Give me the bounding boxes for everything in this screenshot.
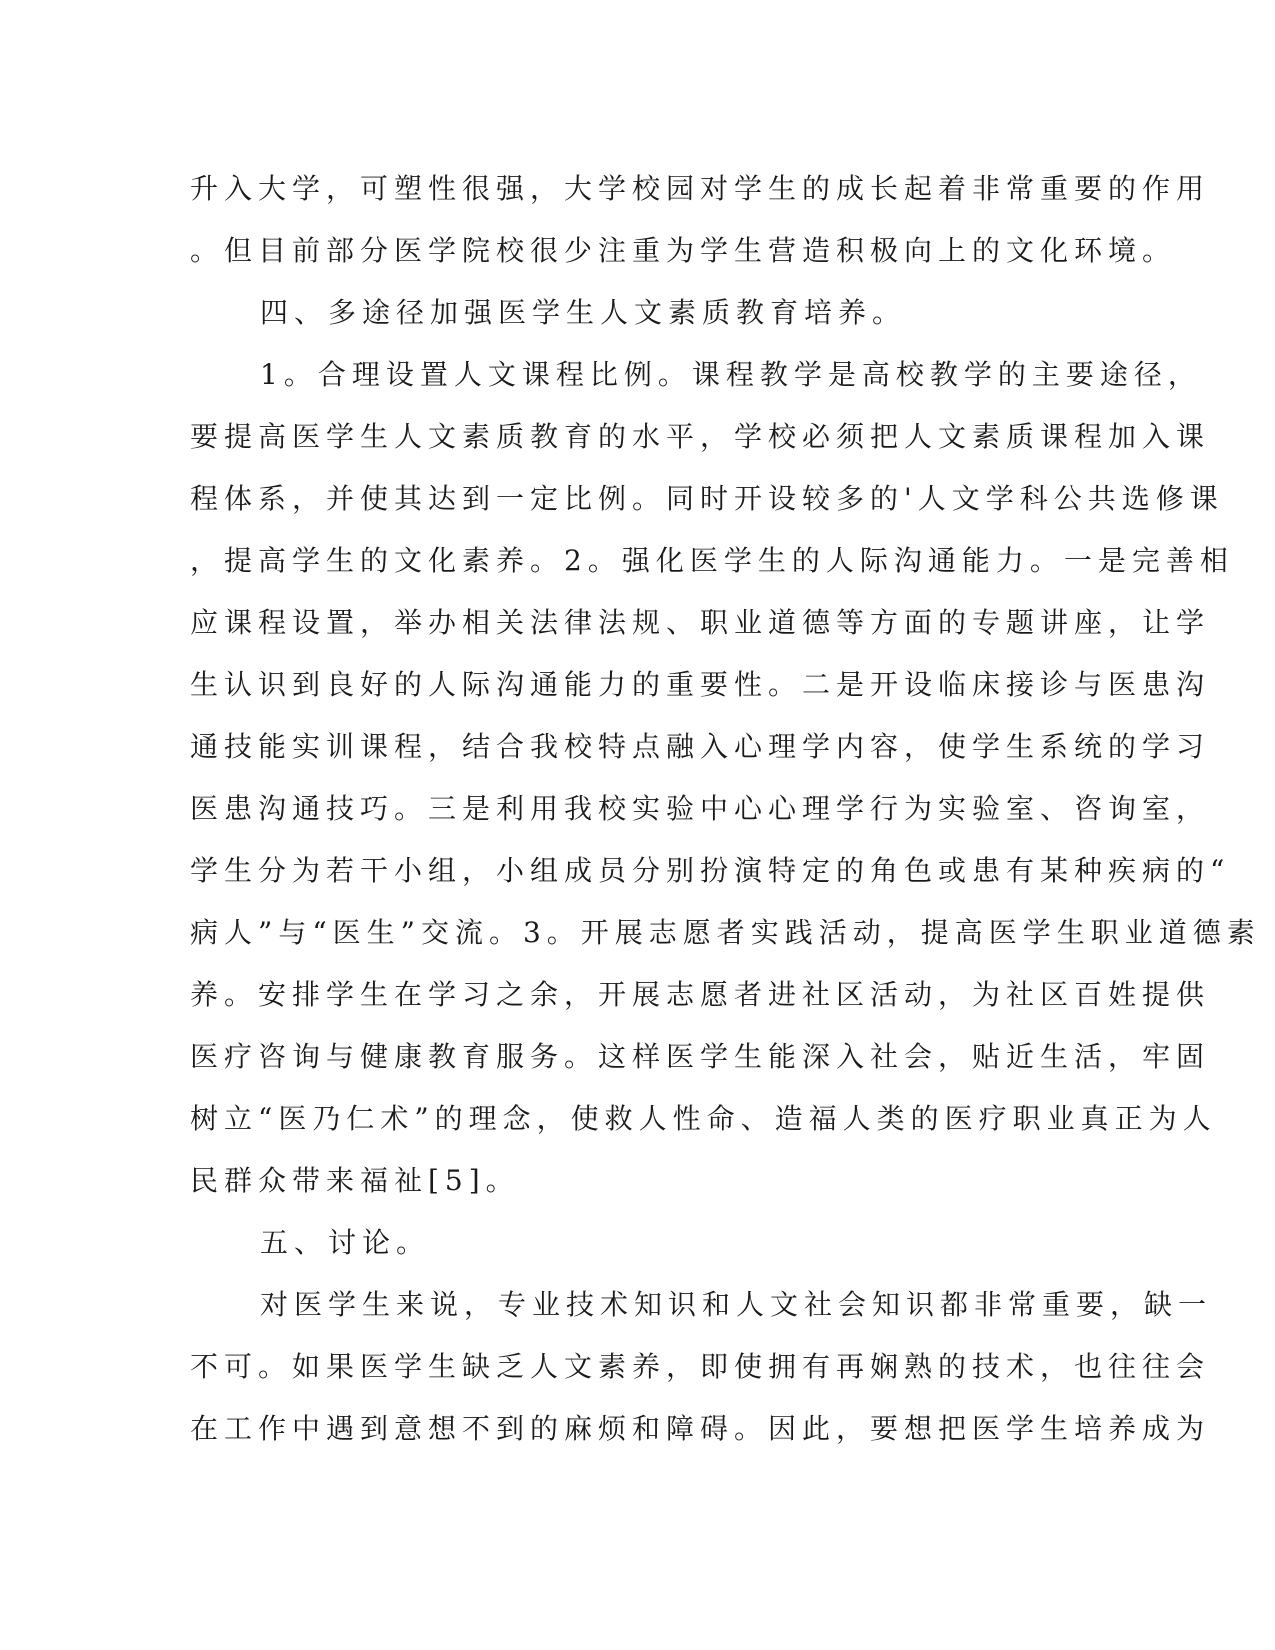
text-line: 要提高医学生人文素质教育的水平，学校必须把人文素质课程加入课	[190, 420, 1211, 453]
text-line: 应课程设置，举办相关法律法规、职业道德等方面的专题讲座，让学	[190, 606, 1211, 639]
section-heading: 四、多途径加强医学生人文素质教育培养。	[260, 296, 907, 329]
text-line: 通技能实训课程，结合我校特点融入心理学内容，使学生系统的学习	[190, 730, 1211, 763]
text-line: 1。合理设置人文课程比例。课程教学是高校教学的主要途径，	[260, 358, 1202, 391]
text-line: 树立“医乃仁术”的理念，使救人性命、造福人类的医疗职业真正为人	[190, 1102, 1217, 1135]
text-line: 。但目前部分医学院校很少注重为学生营造积极向上的文化环境。	[190, 234, 1177, 267]
text-line: 病人”与“医生”交流。3。开展志愿者实践活动，提高医学生职业道德素	[190, 916, 1261, 949]
section-heading: 五、讨论。	[260, 1226, 431, 1259]
text-line: 对医学生来说，专业技术知识和人文社会知识都非常重要，缺一	[260, 1288, 1213, 1321]
text-line: 程体系，并使其达到一定比例。同时开设较多的'人文学科公共选修课	[190, 482, 1224, 515]
text-line: 医患沟通技巧。三是利用我校实验中心心理学行为实验室、咨询室，	[190, 792, 1211, 825]
text-line: 不可。如果医学生缺乏人文素养，即使拥有再娴熟的技术，也往往会	[190, 1350, 1211, 1383]
text-line: ，提高学生的文化素养。2。强化医学生的人际沟通能力。一是完善相	[190, 544, 1234, 577]
text-line: 升入大学，可塑性很强，大学校园对学生的成长起着非常重要的作用	[190, 172, 1211, 205]
text-line: 学生分为若干小组，小组成员分别扮演特定的角色或患有某种疾病的“	[190, 854, 1231, 887]
text-line: 民群众带来福祉[5]。	[190, 1164, 520, 1197]
body-text	[190, 158, 1261, 1460]
text-line: 医疗咨询与健康教育服务。这样医学生能深入社会，贴近生活，牢固	[190, 1040, 1211, 1073]
text-line: 养。安排学生在学习之余，开展志愿者进社区活动，为社区百姓提供	[190, 978, 1211, 1011]
text-line: 在工作中遇到意想不到的麻烦和障碍。因此，要想把医学生培养成为	[190, 1412, 1211, 1445]
text-line: 生认识到良好的人际沟通能力的重要性。二是开设临床接诊与医患沟	[190, 668, 1211, 701]
